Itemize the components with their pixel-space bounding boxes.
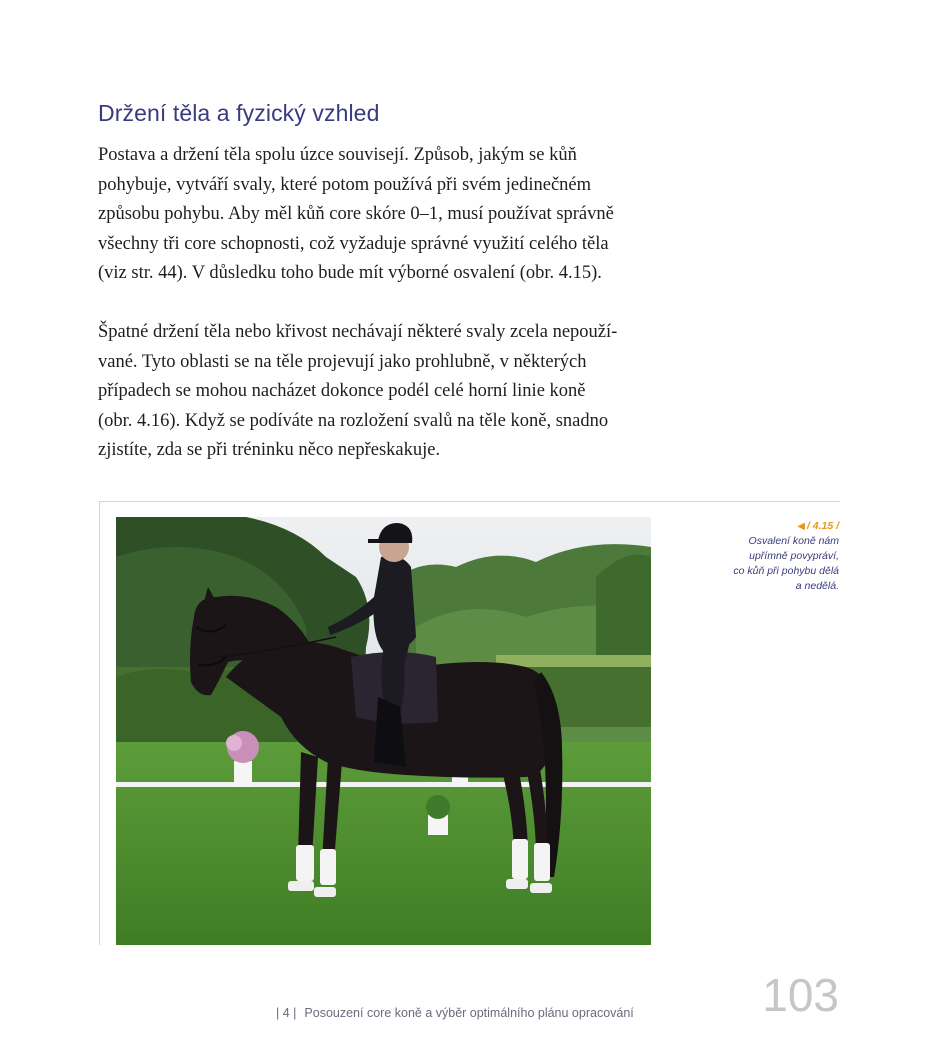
paragraph-line: způsobu pohybu. Aby měl kůň core skóre 0–1, musí používat správně [98,204,614,225]
section-heading: Držení těla a fyzický vzhled [98,100,380,126]
caption-line: Osvalení koně nám [748,535,839,547]
page-number: 103 [762,969,839,1021]
paragraph-line: pohybuje, vytváří svaly, které potom používá při svém jedinečném [98,174,592,195]
caption-line: upřímně povypráví, [749,550,839,562]
paragraph-line: vané. Tyto oblasti se na těle projevují jako prohlubně, v některých [98,351,587,372]
paragraph-1 [98,141,658,289]
figure-caption [679,519,839,594]
chapter-marker: | 4 | [276,1006,297,1020]
paragraph-line: Špatné držení těla nebo křivost nechávají některé svaly zcela nepouží- [98,322,618,342]
paragraph-line: případech se mohou nacházet dokonce podél celé horní linie koně [98,381,586,402]
caption-line: a nedělá. [795,580,839,592]
running-footer [276,1006,634,1020]
chapter-title: Posouzení core koně a výběr optimálního plánu opracování [304,1006,634,1020]
paragraph-line: (viz str. 44). V důsledku toho bude mít výborné osvalení (obr. 4.15). [98,263,602,284]
paragraph-line: zjistíte, zda se při tréninku něco nepřeskakuje. [98,440,441,461]
figure-number [679,519,839,534]
paragraph-line: všechny tři core schopnosti, což vyžaduje správné využití celého těla [98,233,609,254]
caption-line: co kůň při pohybu dělá [733,565,839,577]
horse-photo [116,517,651,945]
paragraph-2 [98,318,658,466]
paragraph-line: (obr. 4.16). Když se podíváte na rozložení svalů na těle koně, snadno [98,410,609,431]
figure-number-text: / 4.15 / [806,520,839,532]
paragraph-line: Postava a držení těla spolu úzce souvisejí. Způsob, jakým se kůň [98,145,577,165]
left-triangle-icon: ◀ [797,521,805,532]
